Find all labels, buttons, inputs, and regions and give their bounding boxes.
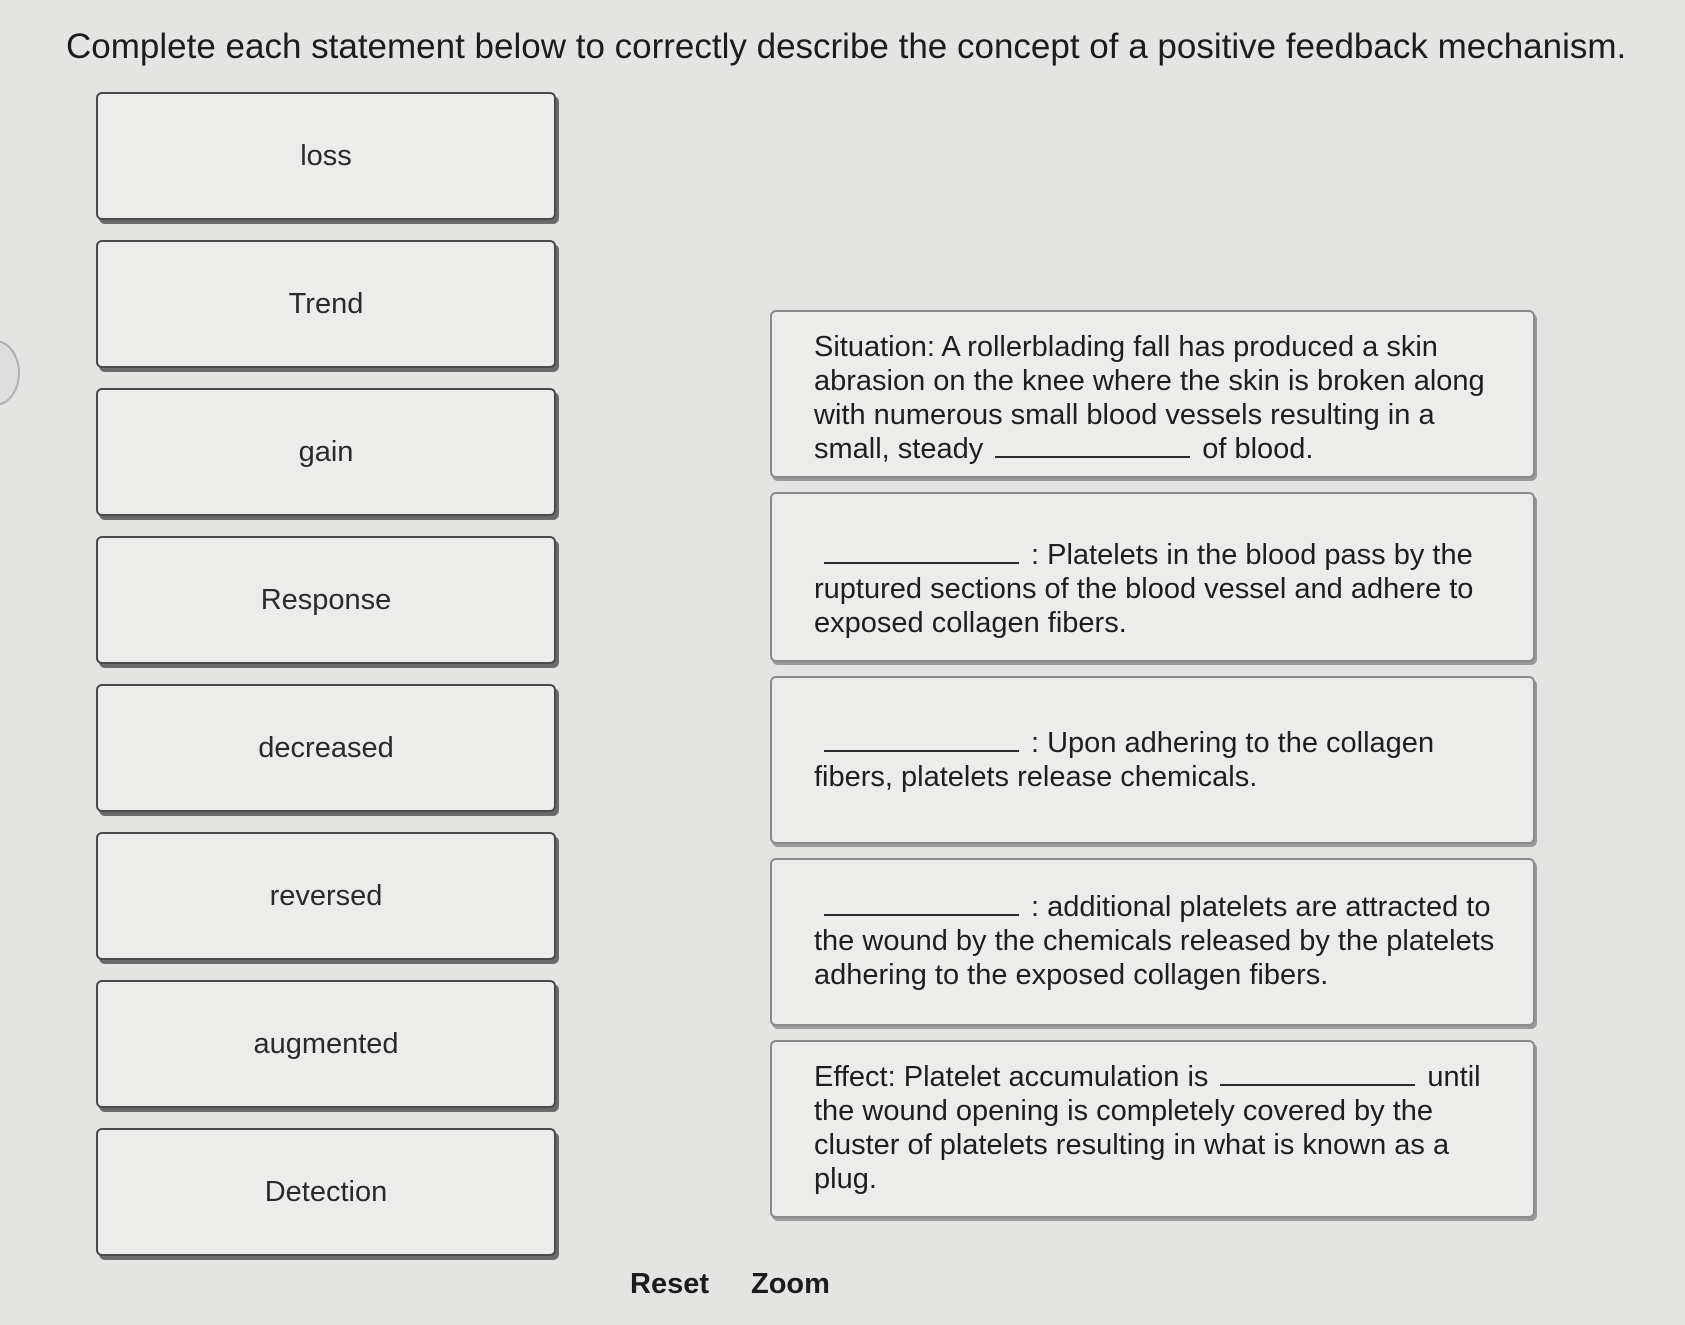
word-chip-reversed[interactable]: reversed — [96, 832, 556, 960]
word-chip-detection[interactable]: Detection — [96, 1128, 556, 1256]
statement-situation — [770, 310, 1535, 478]
word-chip-gain[interactable]: gain — [96, 388, 556, 516]
statement-text: : additional platelets are attracted to the wound by the chemicals released by the platelets adhering to the exposed collagen fibers. — [814, 891, 1495, 991]
word-chip-response[interactable]: Response — [96, 536, 556, 664]
statement-text: : Platelets in the blood pass by the ruptured sections of the blood vessel and adhere to exposed collagen fibers. — [814, 539, 1474, 639]
reset-button[interactable]: Reset — [630, 1268, 709, 1300]
zoom-button[interactable]: Zoom — [751, 1268, 830, 1300]
word-chip-augmented[interactable]: augmented — [96, 980, 556, 1108]
drop-blank[interactable] — [824, 726, 1019, 752]
word-chip-decreased[interactable]: decreased — [96, 684, 556, 812]
statement-text: Situation: A rollerblading fall has produced a skin abrasion on the knee where the skin is broken along with numerous small blood vessels resulting in a small, steady — [814, 331, 1485, 465]
word-chip-trend[interactable]: Trend — [96, 240, 556, 368]
word-chip-loss[interactable]: loss — [96, 92, 556, 220]
statement-text: until the wound opening is completely covered by the cluster of platelets resulting in what is known as a plug. — [814, 1061, 1481, 1195]
bottom-controls — [630, 1268, 830, 1301]
drop-blank[interactable] — [824, 890, 1019, 916]
drop-blank[interactable] — [995, 432, 1190, 458]
statement-trend — [770, 858, 1535, 1026]
drop-blank[interactable] — [824, 538, 1019, 564]
statement-text: : Upon adhering to the collagen fibers, platelets release chemicals. — [814, 727, 1435, 793]
statement-text: Effect: Platelet accumulation is — [814, 1061, 1209, 1093]
drop-blank[interactable] — [1220, 1060, 1415, 1086]
statement-effect — [770, 1040, 1535, 1218]
instruction-text: Complete each statement below to correctly describe the concept of a positive feedback mechanism. — [66, 27, 1627, 66]
statement-response — [770, 676, 1535, 844]
page-edge-decoration — [0, 340, 20, 406]
statement-detection — [770, 492, 1535, 662]
statement-text: of blood. — [1202, 433, 1314, 465]
